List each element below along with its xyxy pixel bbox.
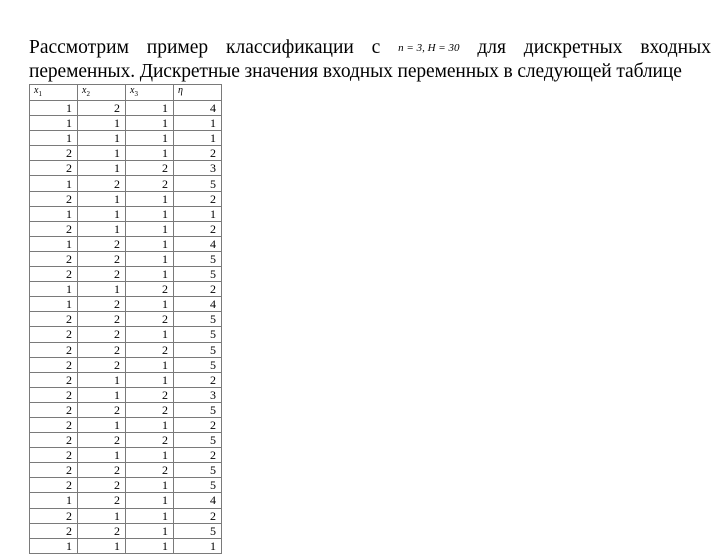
table-cell: 5 (174, 433, 222, 448)
table-cell: 2 (30, 387, 78, 402)
intro-word: пример (146, 37, 209, 58)
table-cell: 1 (174, 538, 222, 553)
table-cell: 4 (174, 297, 222, 312)
table-cell: 1 (78, 538, 126, 553)
intro-paragraph (29, 37, 711, 83)
table-row (30, 327, 222, 342)
table-cell: 2 (30, 251, 78, 266)
table-cell: 1 (30, 538, 78, 553)
table-cell: 1 (78, 417, 126, 432)
table-cell: 1 (78, 131, 126, 146)
table-row (30, 191, 222, 206)
table-cell: 1 (126, 236, 174, 251)
table-row (30, 161, 222, 176)
intro-word: входных (640, 37, 711, 58)
table-cell: 1 (126, 493, 174, 508)
table-cell: 2 (30, 146, 78, 161)
table-cell: 1 (174, 131, 222, 146)
intro-word: для (477, 37, 506, 58)
table-row (30, 206, 222, 221)
table-row (30, 417, 222, 432)
table-cell: 1 (126, 146, 174, 161)
header-x3: $x_3$ (126, 85, 174, 101)
table-cell: 1 (126, 508, 174, 523)
table-cell: 1 (78, 387, 126, 402)
table-cell: 3 (174, 387, 222, 402)
table-row (30, 282, 222, 297)
table-row (30, 342, 222, 357)
table-cell: 2 (30, 312, 78, 327)
table-row (30, 387, 222, 402)
discrete-values-table (29, 84, 222, 554)
table-cell: 1 (126, 101, 174, 116)
table-cell: 5 (174, 463, 222, 478)
table-cell: 1 (126, 372, 174, 387)
table-cell: 2 (78, 236, 126, 251)
table-row (30, 101, 222, 116)
intro-line-1 (29, 37, 711, 61)
table-cell: 1 (30, 282, 78, 297)
table-header-row (30, 85, 222, 101)
table-row (30, 463, 222, 478)
table-cell: 1 (30, 176, 78, 191)
table-cell: 2 (30, 191, 78, 206)
table-cell: 1 (30, 101, 78, 116)
table-cell: 2 (30, 372, 78, 387)
table-cell: 2 (78, 478, 126, 493)
intro-word: классификации (226, 37, 354, 58)
table-cell: 5 (174, 251, 222, 266)
table-row (30, 478, 222, 493)
table-cell: 2 (126, 342, 174, 357)
table-cell: 1 (78, 116, 126, 131)
table-cell: 2 (30, 161, 78, 176)
table-cell: 5 (174, 357, 222, 372)
table-cell: 5 (174, 176, 222, 191)
table-cell: 5 (174, 342, 222, 357)
table-row (30, 433, 222, 448)
table-cell: 2 (126, 176, 174, 191)
table-cell: 2 (78, 251, 126, 266)
table-cell: 2 (126, 282, 174, 297)
table-cell: 4 (174, 236, 222, 251)
table-row (30, 357, 222, 372)
table-cell: 1 (174, 206, 222, 221)
table-cell: 2 (30, 463, 78, 478)
table-cell: 2 (78, 297, 126, 312)
table-cell: 1 (78, 508, 126, 523)
table-cell: 1 (30, 131, 78, 146)
table-cell: 2 (30, 267, 78, 282)
header-x2: $x_2$ (78, 85, 126, 101)
table-cell: 2 (174, 221, 222, 236)
table-row (30, 508, 222, 523)
table-cell: 1 (78, 448, 126, 463)
table-cell: 1 (78, 372, 126, 387)
table-cell: 2 (78, 176, 126, 191)
table-cell: 4 (174, 101, 222, 116)
intro-word: с (371, 37, 381, 58)
table-cell: 2 (78, 402, 126, 417)
table-cell: 5 (174, 327, 222, 342)
table-cell: 1 (126, 538, 174, 553)
table-cell: 1 (126, 448, 174, 463)
table-cell: 2 (78, 493, 126, 508)
table-row (30, 131, 222, 146)
table-cell: 2 (126, 463, 174, 478)
table-cell: 2 (30, 478, 78, 493)
table-cell: 2 (78, 101, 126, 116)
table-row (30, 493, 222, 508)
table-row (30, 312, 222, 327)
table-cell: 2 (30, 508, 78, 523)
table-cell: 2 (30, 342, 78, 357)
table-cell: 1 (174, 116, 222, 131)
table-cell: 2 (174, 191, 222, 206)
table-cell: 1 (78, 282, 126, 297)
table-row (30, 116, 222, 131)
table-cell: 2 (78, 357, 126, 372)
header-eta: η (174, 85, 222, 101)
table-cell: 1 (30, 297, 78, 312)
table-cell: 2 (30, 417, 78, 432)
table-cell: 2 (174, 448, 222, 463)
table-cell: 5 (174, 312, 222, 327)
header-x1: $x_1$ (30, 85, 78, 101)
table-cell: 2 (174, 417, 222, 432)
table-cell: 2 (30, 327, 78, 342)
table-cell: 2 (78, 523, 126, 538)
table-cell: 1 (78, 206, 126, 221)
table-cell: 2 (126, 433, 174, 448)
table-cell: 2 (30, 402, 78, 417)
table-cell: 2 (78, 433, 126, 448)
table-cell: 1 (126, 523, 174, 538)
intro-word: Рассмотрим (29, 37, 129, 58)
table-cell: 1 (30, 236, 78, 251)
table-cell: 5 (174, 267, 222, 282)
table-cell: 1 (126, 267, 174, 282)
table-row (30, 297, 222, 312)
table-cell: 2 (30, 221, 78, 236)
table-row (30, 176, 222, 191)
formula-n-h: n = 3, H = 30 (398, 42, 460, 54)
table-row (30, 372, 222, 387)
table-cell: 1 (126, 221, 174, 236)
table-cell: 5 (174, 478, 222, 493)
table-cell: 2 (30, 357, 78, 372)
table-cell: 1 (126, 206, 174, 221)
table-cell: 2 (78, 342, 126, 357)
table-row (30, 236, 222, 251)
intro-line-2: переменных. Дискретные значения входных переменных в следующей таблице (29, 61, 682, 82)
table-cell: 2 (126, 402, 174, 417)
table-cell: 3 (174, 161, 222, 176)
table-cell: 2 (126, 161, 174, 176)
table-cell: 2 (30, 448, 78, 463)
table-row (30, 146, 222, 161)
table-cell: 1 (78, 146, 126, 161)
table-cell: 2 (174, 508, 222, 523)
table-row (30, 221, 222, 236)
table-cell: 1 (30, 206, 78, 221)
table-row (30, 267, 222, 282)
table-cell: 1 (78, 161, 126, 176)
table-cell: 2 (174, 146, 222, 161)
table-row (30, 251, 222, 266)
table-cell: 2 (174, 372, 222, 387)
table-cell: 1 (126, 297, 174, 312)
table-cell: 2 (30, 523, 78, 538)
table-cell: 4 (174, 493, 222, 508)
table-cell: 1 (126, 327, 174, 342)
table-cell: 5 (174, 402, 222, 417)
table-cell: 1 (126, 251, 174, 266)
table-row (30, 538, 222, 553)
table-cell: 2 (78, 327, 126, 342)
table-cell: 1 (30, 116, 78, 131)
table-cell: 2 (126, 387, 174, 402)
table-cell: 2 (78, 463, 126, 478)
table-cell: 1 (126, 116, 174, 131)
table-cell: 2 (174, 282, 222, 297)
table-cell: 1 (78, 191, 126, 206)
table-row (30, 402, 222, 417)
table-row (30, 448, 222, 463)
table-cell: 2 (78, 267, 126, 282)
table-cell: 1 (126, 131, 174, 146)
table-row (30, 523, 222, 538)
table-cell: 1 (78, 221, 126, 236)
table-cell: 2 (30, 433, 78, 448)
table-cell: 1 (126, 417, 174, 432)
intro-word: дискретных (523, 37, 623, 58)
table-cell: 1 (126, 191, 174, 206)
table-cell: 1 (30, 493, 78, 508)
table-cell: 5 (174, 523, 222, 538)
table-cell: 2 (126, 312, 174, 327)
table-cell: 2 (78, 312, 126, 327)
table-cell: 1 (126, 478, 174, 493)
table-cell: 1 (126, 357, 174, 372)
